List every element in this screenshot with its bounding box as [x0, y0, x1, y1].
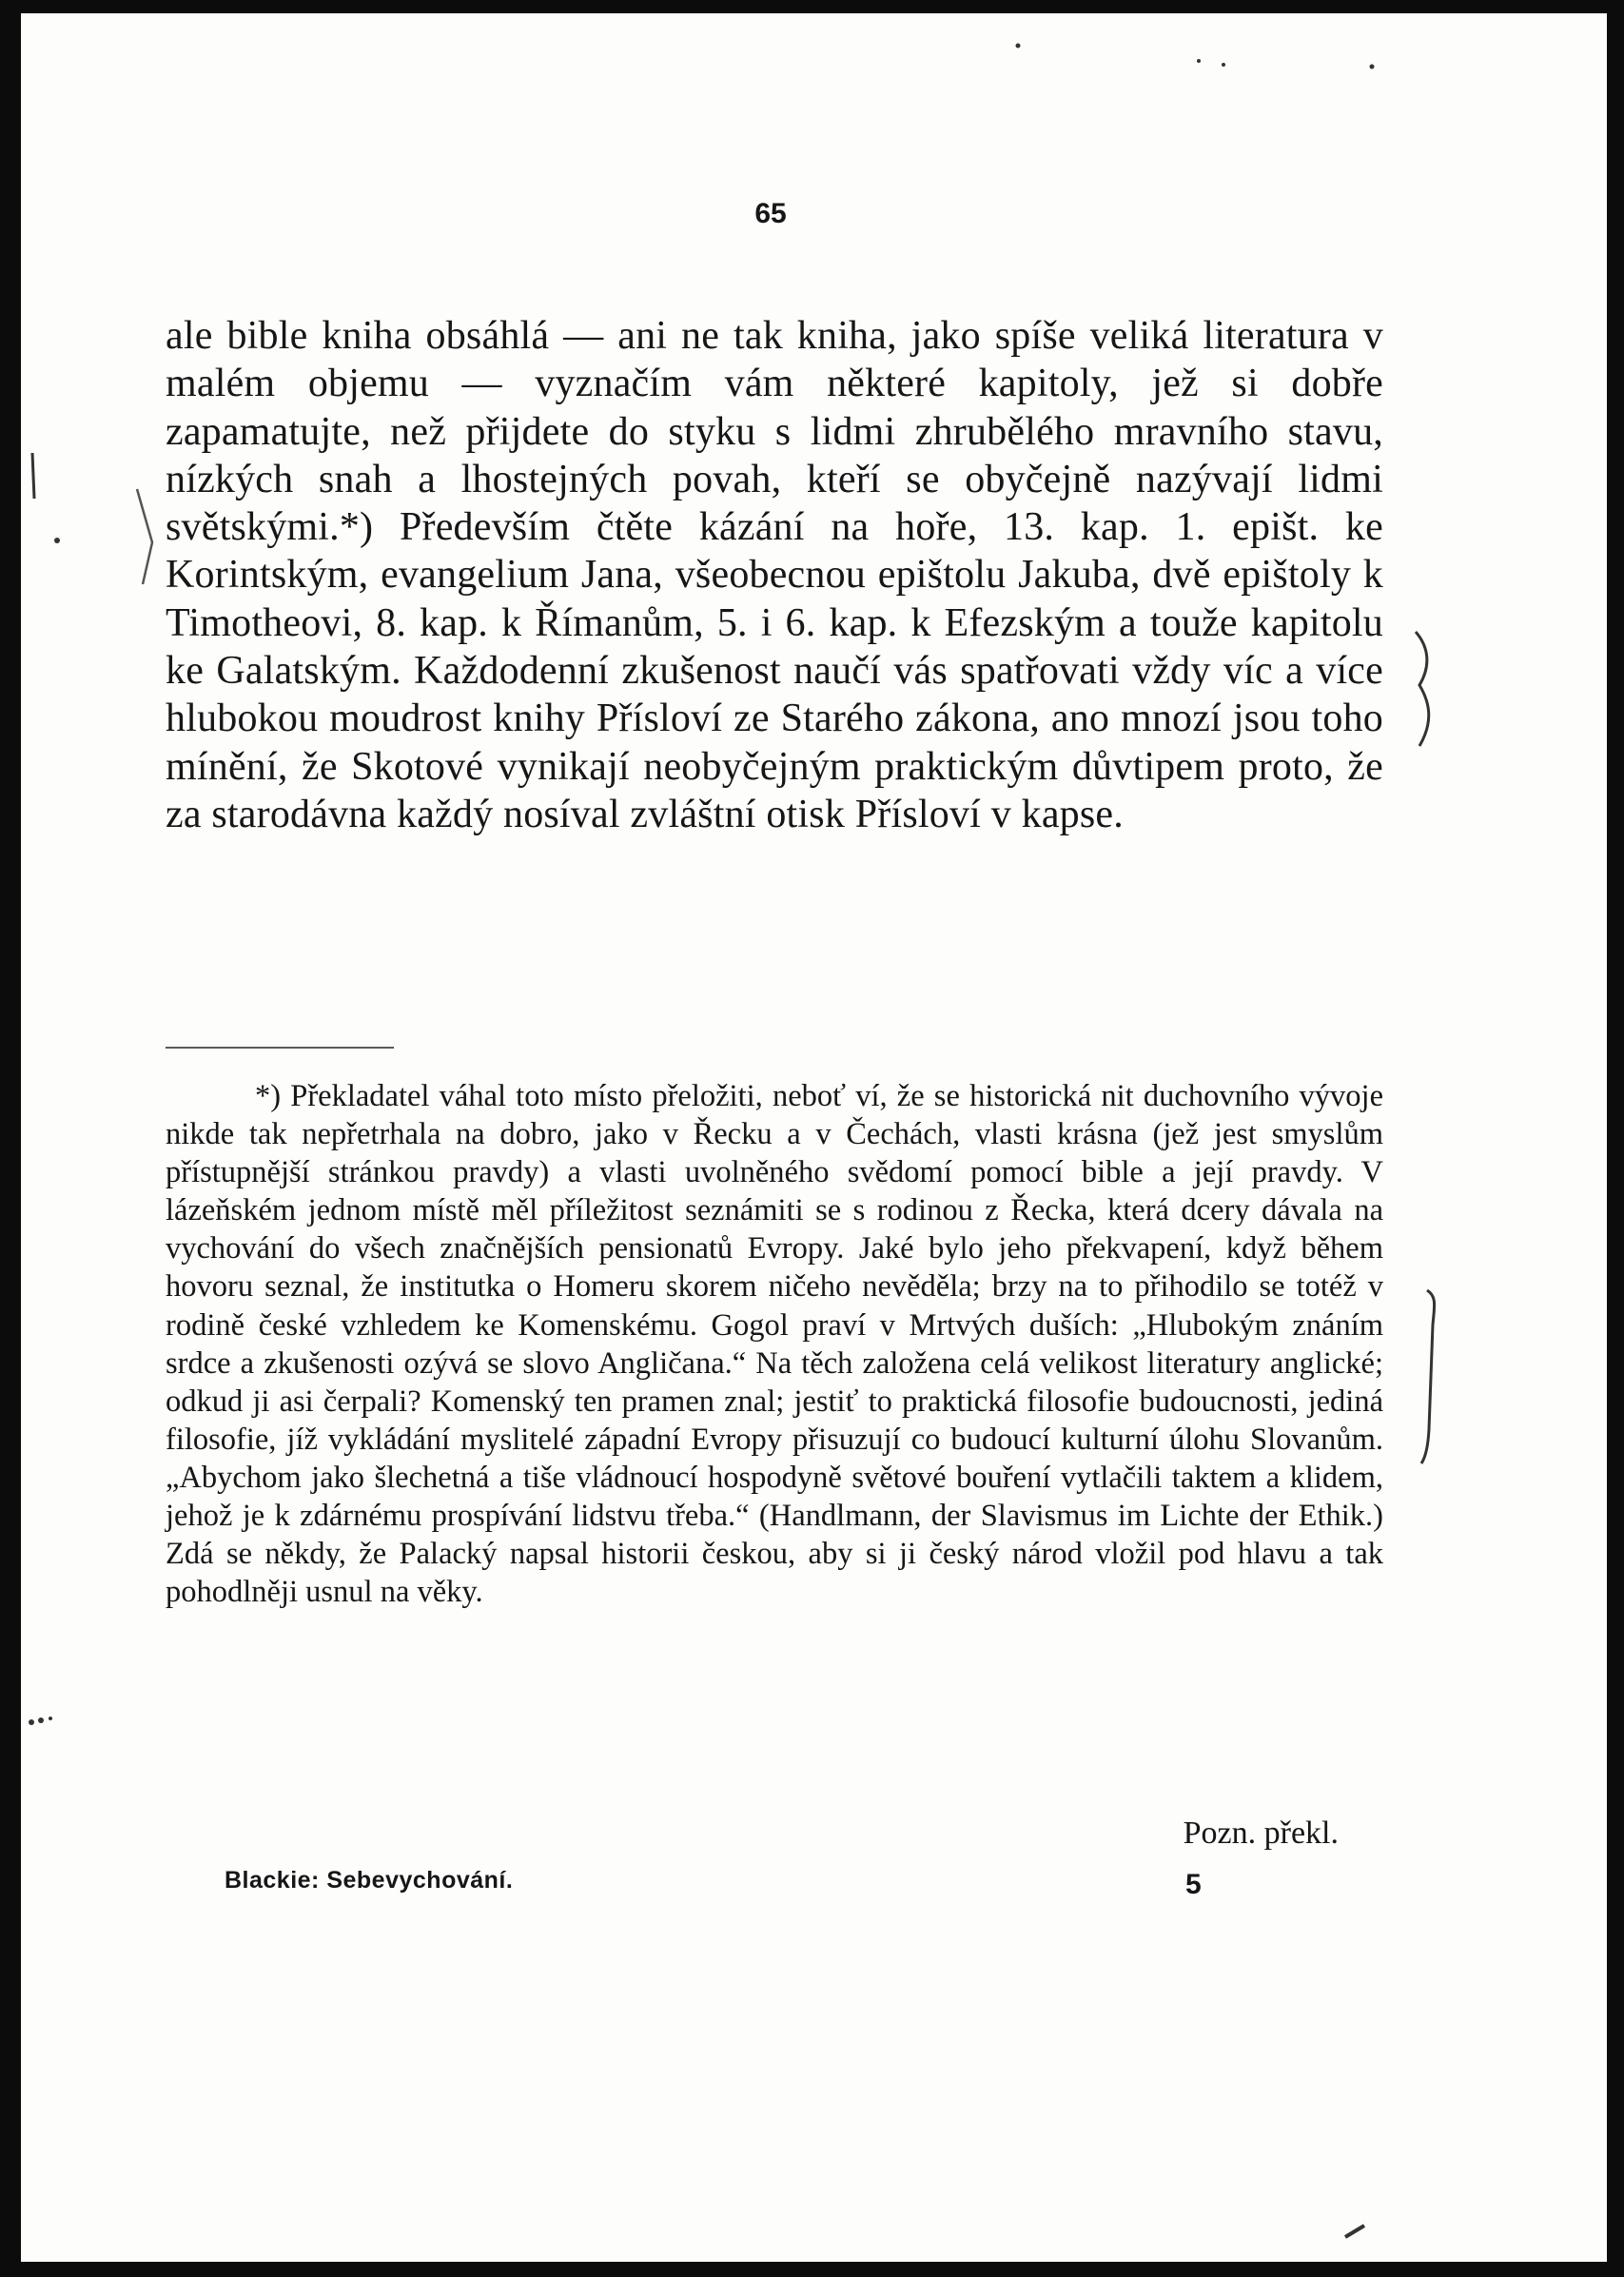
- scan-border-bottom: [0, 2262, 1624, 2277]
- margin-dot-icon: [51, 535, 63, 546]
- scan-border-top: [0, 0, 1624, 13]
- scan-border-left: [0, 0, 21, 2277]
- margin-dots-left-icon: [27, 1713, 55, 1732]
- signature-mark: 5: [1185, 1869, 1202, 1900]
- footnote-separator: [166, 1047, 394, 1049]
- translator-note: Pozn. překl.: [1183, 1816, 1339, 1851]
- margin-dots-top-icon: [1008, 38, 1408, 76]
- main-paragraph: ale bible kniha obsáhlá — ani ne tak kniha, jako spíše veliká literatura v malém objemu — vyznačím vám některé kapitoly, jež si dobře zapamatujte, než přijdete do styku s lidmi zhrubělého mravního stavu, nízkých snah a lhostejných povah, kteří se obyčejně nazývají lidmi světskými.*) Především čtěte kázání na hoře, 13. kap. 1. epišt. ke Korintským, evangelium Jana, všeobecnou epištolu Jakuba, dvě epištoly k Timotheovi, 8. kap. k Římanům, 5. i 6. kap. k Efezským a touže kapitolu ke Galatským. Každodenní zkušenost naučí vás spatřovati vždy víc a více hlubokou moudrost knihy Přísloví ze Starého zákona, ano mnozí jsou toho mínění, že Skotové vynikají neobyčejným praktickým důvtipem proto, že za starodávna každý nosíval zvláštní otisk Přísloví v kapse.: [166, 314, 1383, 836]
- footnote: *) Překladatel váhal toto místo přeložiti, neboť ví, že se historická nit duchovního vývoje nikde tak nepřetrhala na dobro, jako v Řecku a v Čechách, vlasti krásna (jež jest smyslům přístupnější stránkou pravdy) a vlasti uvolněného svědomí pomocí bible a její pravdy. V lázeňském jednom místě měl příležitost seznámiti se s rodinou z Řecka, která dcery dávala na vychování do všech značnějších pensionatů Evropy. Jaké bylo jeho překvapení, když během hovoru seznal, že institutka o Homeru skorem ničeho nevěděla; brzy na to přihodilo se totéž v rodině české vzhledem ke Komenskému. Gogol praví v Mrtvých duších: „Hlubokým znáním srdce a zkušenosti ozývá se slovo Angličana.“ Na těch založena celá velikost literatury anglické; odkud ji asi čerpali? Komenský ten pramen znal; jestiť to praktická filosofie budoucnosti, jediná filosofie, jíž vykládání myslitelé západní Evropy přisuzují co budoucí kulturní úlohu Slovanům. „Abychom jako šlechetná a tiše vládnoucí hospodyně světové bouření vytlačili taktem a klidem, jehož je k zdárnému prospívání lidstvu třeba.“ (Handlmann, der Slavismus im Lichte der Ethik.) Zdá se někdy, že Palacký napsal historii českou, aby si ji český národ vložil pod hlavu a tak pohodlněji usnul na věky.: [166, 1079, 1383, 1610]
- margin-bracket-right-upper-icon: [1408, 628, 1446, 752]
- margin-bracket-left-icon: [131, 485, 160, 590]
- margin-stroke-bottom-icon: [1341, 2222, 1370, 2241]
- page-number: 65: [754, 198, 787, 229]
- margin-tick-left-icon: [27, 447, 55, 504]
- margin-bracket-right-lower-icon: [1418, 1286, 1446, 1467]
- running-footer: Blackie: Sebevychování.: [225, 1867, 514, 1894]
- scan-border-right: [1607, 0, 1624, 2277]
